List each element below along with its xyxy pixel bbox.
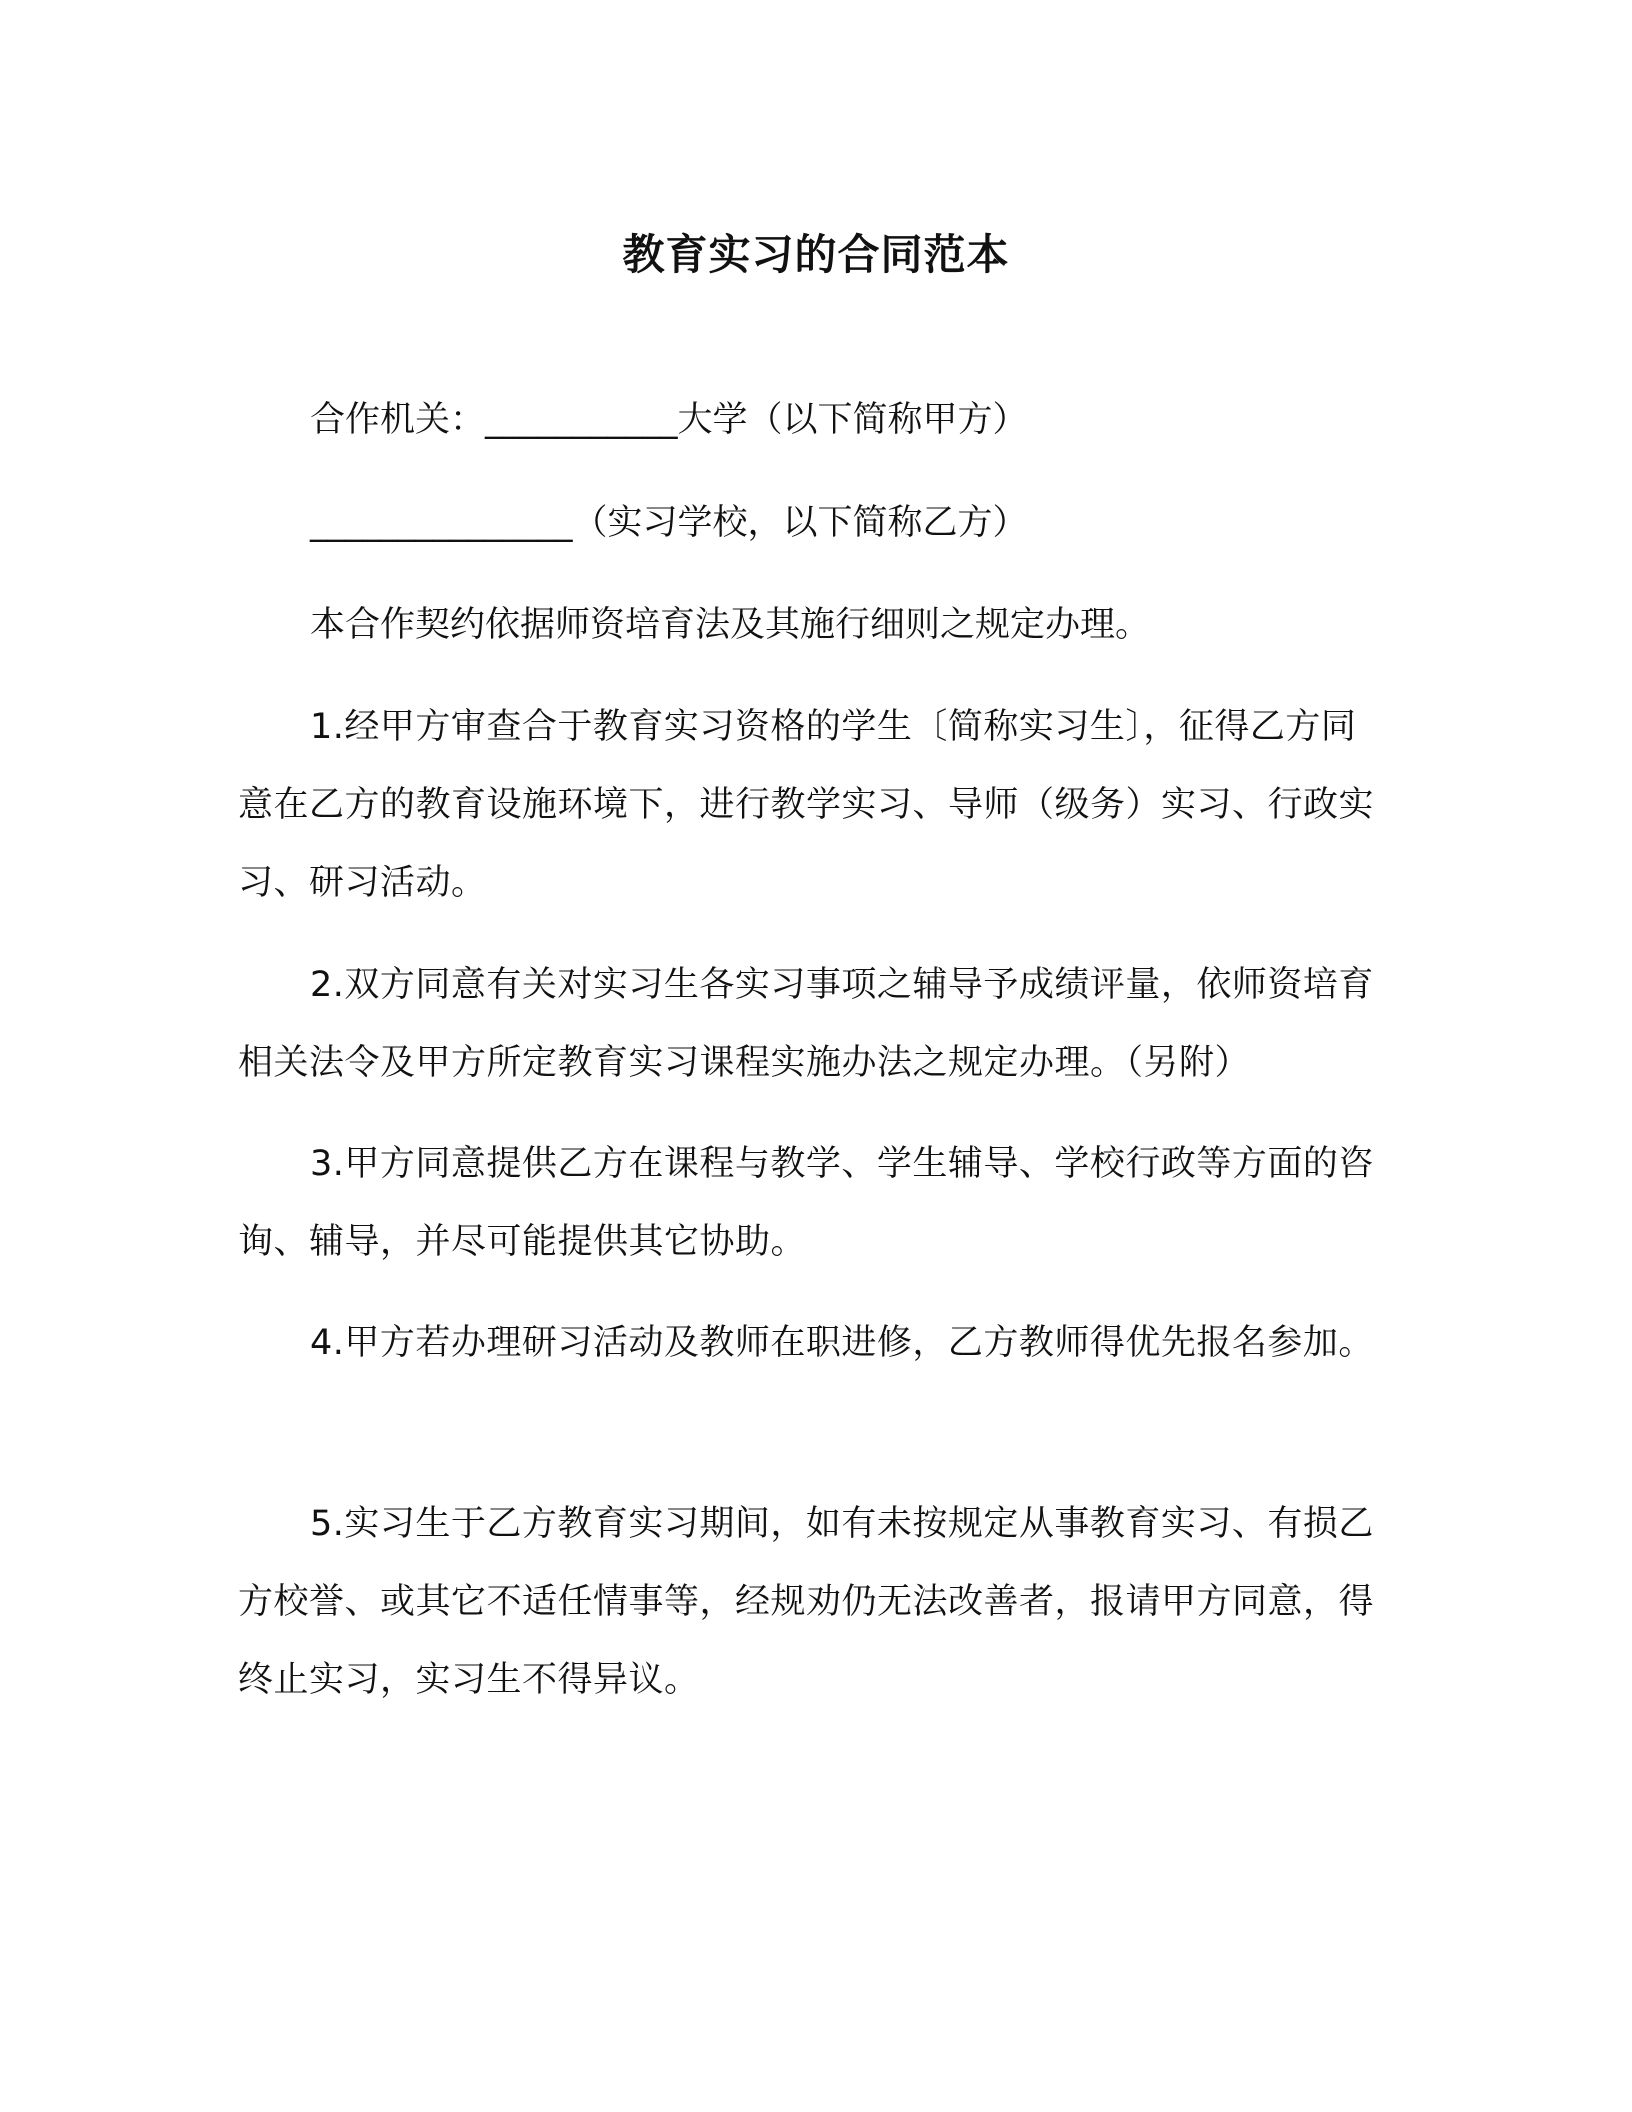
clause-3: 3.甲方同意提供乙方在课程与教学、学生辅导、学校行政等方面的咨询、辅导，并尽可能提供其它协助。 xyxy=(238,1144,1374,1262)
clause-1: 1.经甲方审查合于教育实习资格的学生〔简称实习生〕，征得乙方同意在乙方的教育设施环境下，进行教学实习、导师（级务）实习、行政实习、研习活动。 xyxy=(238,707,1375,903)
clause-4: 4.甲方若办理研习活动及教师在职进修，乙方教师得优先报名参加。 xyxy=(310,1323,1374,1363)
clause-5: 5.实习生于乙方教育实习期间，如有未按规定从事教育实习、有损乙方校誉、或其它不适任情事等，经规劝仍无法改善者，报请甲方同意，得终止实习，实习生不得异议。 xyxy=(238,1504,1375,1700)
party-a-line: 合作机关：___________大学（以下简称甲方） xyxy=(310,400,1028,440)
document-title: 教育实习的合同范本 xyxy=(622,230,1010,279)
intro-paragraph: 本合作契约依据师资培育法及其施行细则之规定办理。 xyxy=(310,605,1151,645)
clause-2: 2.双方同意有关对实习生各实习事项之辅导予成绩评量，依师资培育相关法令及甲方所定教育实习课程实施办法之规定办理。（另附） xyxy=(238,965,1374,1083)
party-b-line: _______________（实习学校，以下简称乙方） xyxy=(310,503,1028,543)
